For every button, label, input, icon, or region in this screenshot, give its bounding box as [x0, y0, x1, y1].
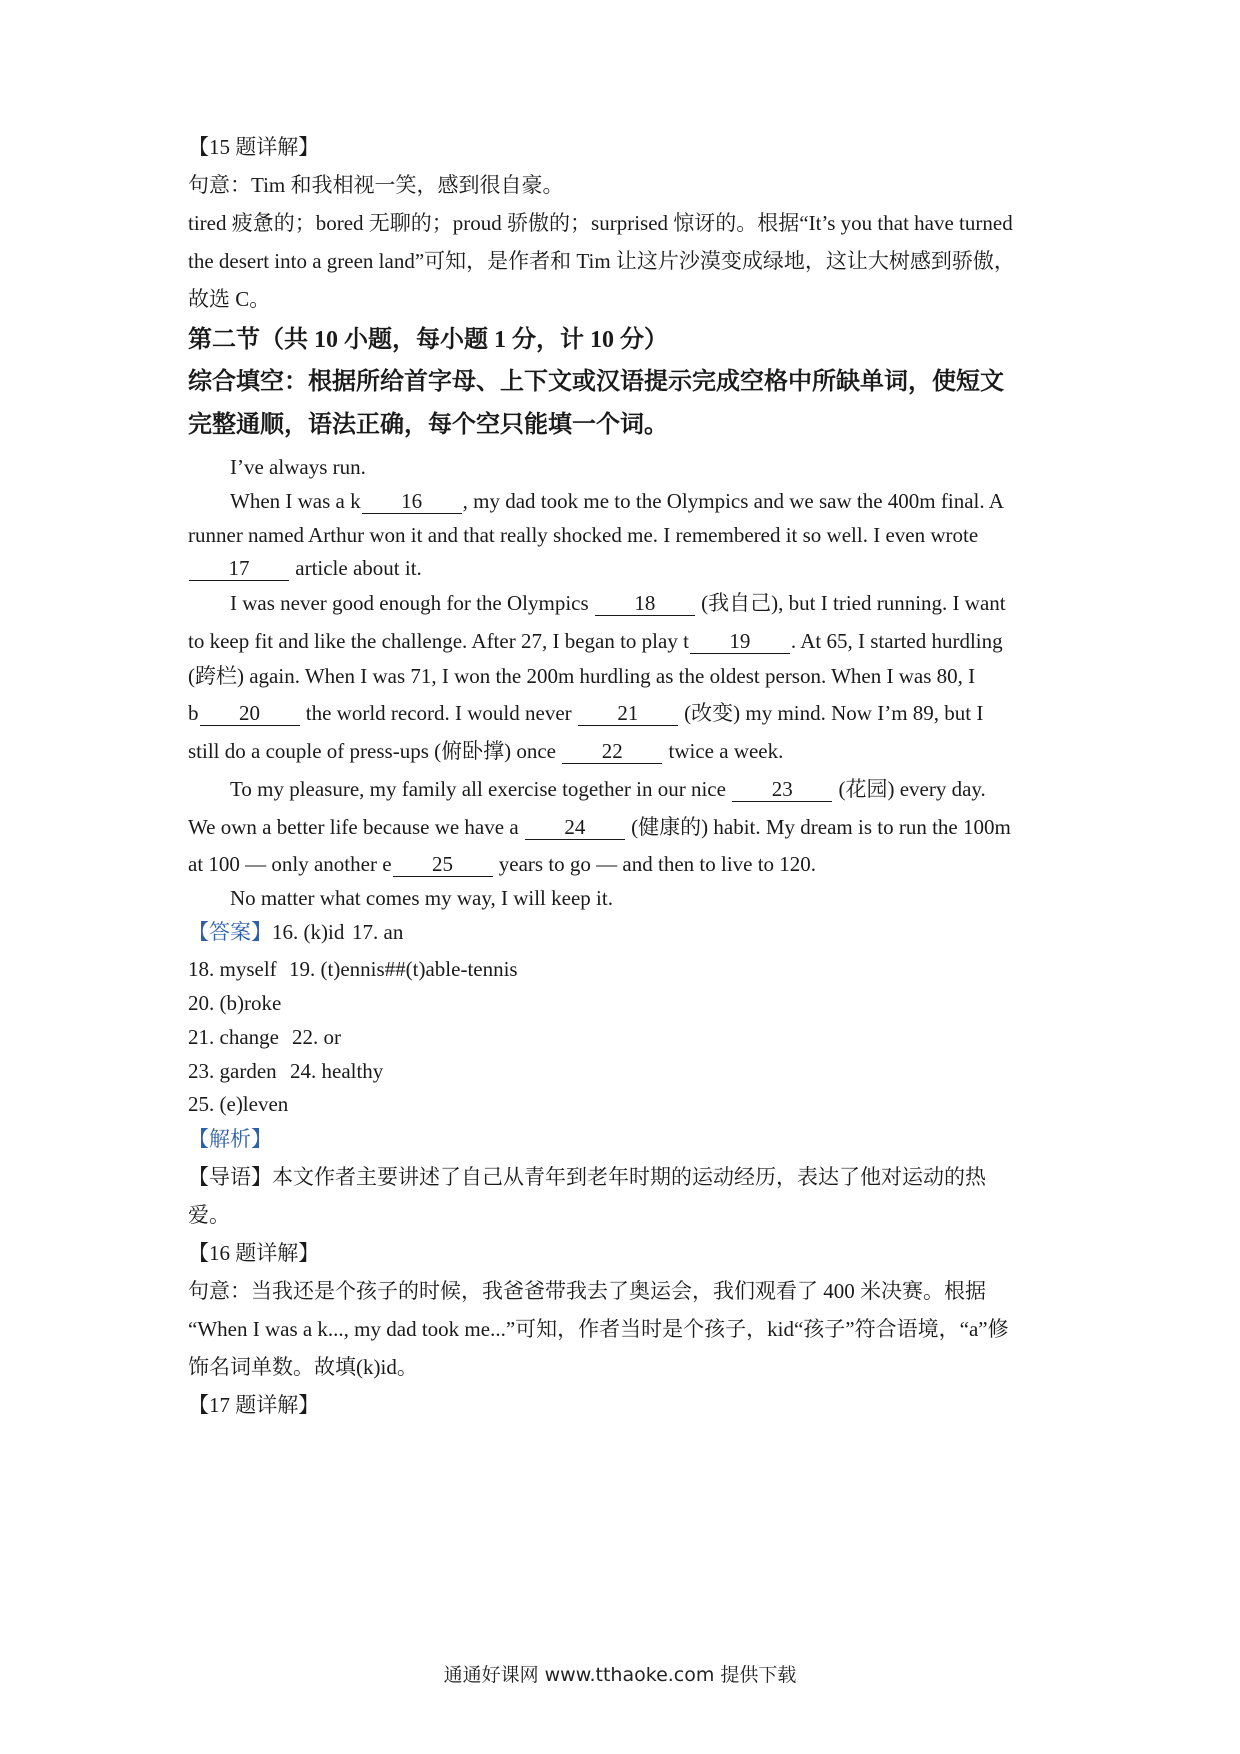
blank-19[interactable]: 19 [690, 629, 790, 654]
answers-line [188, 1056, 1060, 1086]
answer-16: 16. (k)id [272, 920, 345, 944]
passage-text: (改变) my mind. Now I’m 89, but I [678, 701, 984, 725]
passage-line [188, 812, 1060, 842]
passage-line [188, 698, 1060, 728]
answer-20: 20. (b)roke [188, 991, 282, 1015]
passage-text: I was never good enough for the Olympics [230, 591, 594, 615]
passage-text: years to go — and then to live to 120. [493, 852, 817, 876]
passage-line [188, 626, 1060, 656]
intro-label: 【导语】 [188, 1165, 272, 1189]
answer-23: 23. garden [188, 1059, 277, 1083]
q16-heading: 【16 题详解】 [188, 1241, 320, 1265]
answer-24: 24. healthy [290, 1059, 384, 1083]
passage-text: We own a better life because we have a [188, 815, 524, 839]
passage-text: (健康的) habit. My dream is to run the 100m [625, 815, 1011, 839]
answers-line [188, 917, 1060, 947]
passage-line [188, 736, 1060, 766]
passage-text: When I was a k [230, 489, 361, 513]
q17-heading: 【17 题详解】 [188, 1393, 320, 1417]
passage-line [188, 553, 1060, 583]
passage-text: . At 65, I started hurdling [790, 629, 1003, 653]
q15-line-4: 故选 C。 [188, 287, 271, 311]
passage-text: twice a week. [663, 739, 784, 763]
answer-17: 17. an [352, 920, 404, 944]
analysis-label: 【解析】 [188, 1127, 272, 1151]
passage-text: , my dad took me to the Olympics and we saw the 400m final. A [462, 489, 1004, 513]
instruction-line-1: 综合填空：根据所给首字母、上下文或汉语提示完成空格中所缺单词，使短文 [188, 369, 1004, 395]
blank-24[interactable]: 24 [525, 815, 625, 840]
passage-text: still do a couple of press-ups (俯卧撑) once [188, 739, 562, 763]
intro-line-1 [188, 1162, 1060, 1192]
passage-line: I’ve always run. [230, 455, 366, 479]
blank-17[interactable]: 17 [189, 556, 289, 581]
passage-text: article about it. [290, 556, 422, 580]
passage-line: (跨栏) again. When I was 71, I won the 200m hurdling as the oldest person. When I was 80, I [188, 664, 976, 688]
passage-line: No matter what comes my way, I will keep it. [230, 886, 613, 910]
passage-text: To my pleasure, my family all exercise together in our nice [230, 777, 732, 801]
q15-line-3: the desert into a green land”可知，是作者和 Tim 让这片沙漠变成绿地，这让大树感到骄傲， [188, 249, 1015, 273]
passage-text: the world record. I would never [300, 701, 577, 725]
instruction-line-2: 完整通顺，语法正确，每个空只能填一个词。 [188, 412, 668, 438]
answer-21: 21. change [188, 1025, 279, 1049]
blank-18[interactable]: 18 [595, 591, 695, 616]
answer-18: 18. myself [188, 957, 277, 981]
q15-line-2: tired 疲惫的；bored 无聊的；proud 骄傲的；surprised 惊讶的。根据“It’s you that have turned [188, 211, 1013, 235]
passage-text: b [188, 701, 199, 725]
passage-line [230, 774, 1102, 804]
passage-text: to keep fit and like the challenge. After 27, I began to play t [188, 629, 689, 653]
answers-line [188, 1022, 1060, 1052]
section-title: 第二节（共 10 小题，每小题 1 分，计 10 分） [188, 327, 668, 353]
passage-text: (我自己), but I tried running. I want [695, 591, 1006, 615]
q15-heading: 【15 题详解】 [188, 135, 320, 159]
answer-19: 19. (t)ennis##(t)able-tennis [289, 957, 518, 981]
intro-line-2: 爱。 [188, 1203, 230, 1227]
page-footer[interactable]: 通通好课网 www.tthaoke.com 提供下载 [443, 1664, 797, 1686]
passage-line [230, 486, 1102, 516]
blank-21[interactable]: 21 [578, 701, 678, 726]
q15-line-1: 句意：Tim 和我相视一笑，感到很自豪。 [188, 173, 564, 197]
blank-23[interactable]: 23 [732, 777, 832, 802]
answer-label: 【答案】 [188, 920, 272, 944]
q16-line-2: “When I was a k..., my dad took me...”可知，作者当时是个孩子，kid“孩子”符合语境，“a”修 [188, 1317, 1009, 1341]
q16-line-3: 饰名词单数。故填(k)id。 [188, 1355, 418, 1379]
passage-text: at 100 — only another e [188, 852, 392, 876]
answers-line [188, 988, 1060, 1018]
passage-text: (花园) every day. [833, 777, 986, 801]
q16-line-1: 句意：当我还是个孩子的时候，我爸爸带我去了奥运会，我们观看了 400 米决赛。根据 [188, 1279, 986, 1303]
blank-22[interactable]: 22 [562, 739, 662, 764]
intro-text: 本文作者主要讲述了自己从青年到老年时期的运动经历，表达了他对运动的热 [272, 1165, 986, 1189]
answers-line [188, 1089, 1060, 1119]
passage-line [230, 588, 1102, 618]
answer-22: 22. or [292, 1025, 341, 1049]
blank-20[interactable]: 20 [200, 701, 300, 726]
blank-16[interactable]: 16 [362, 489, 462, 514]
passage-line [188, 849, 1060, 879]
blank-25[interactable]: 25 [393, 852, 493, 877]
passage-line: runner named Arthur won it and that really shocked me. I remembered it so well. I even wrote [188, 523, 979, 547]
answer-25: 25. (e)leven [188, 1092, 289, 1116]
answers-line [188, 954, 1060, 984]
